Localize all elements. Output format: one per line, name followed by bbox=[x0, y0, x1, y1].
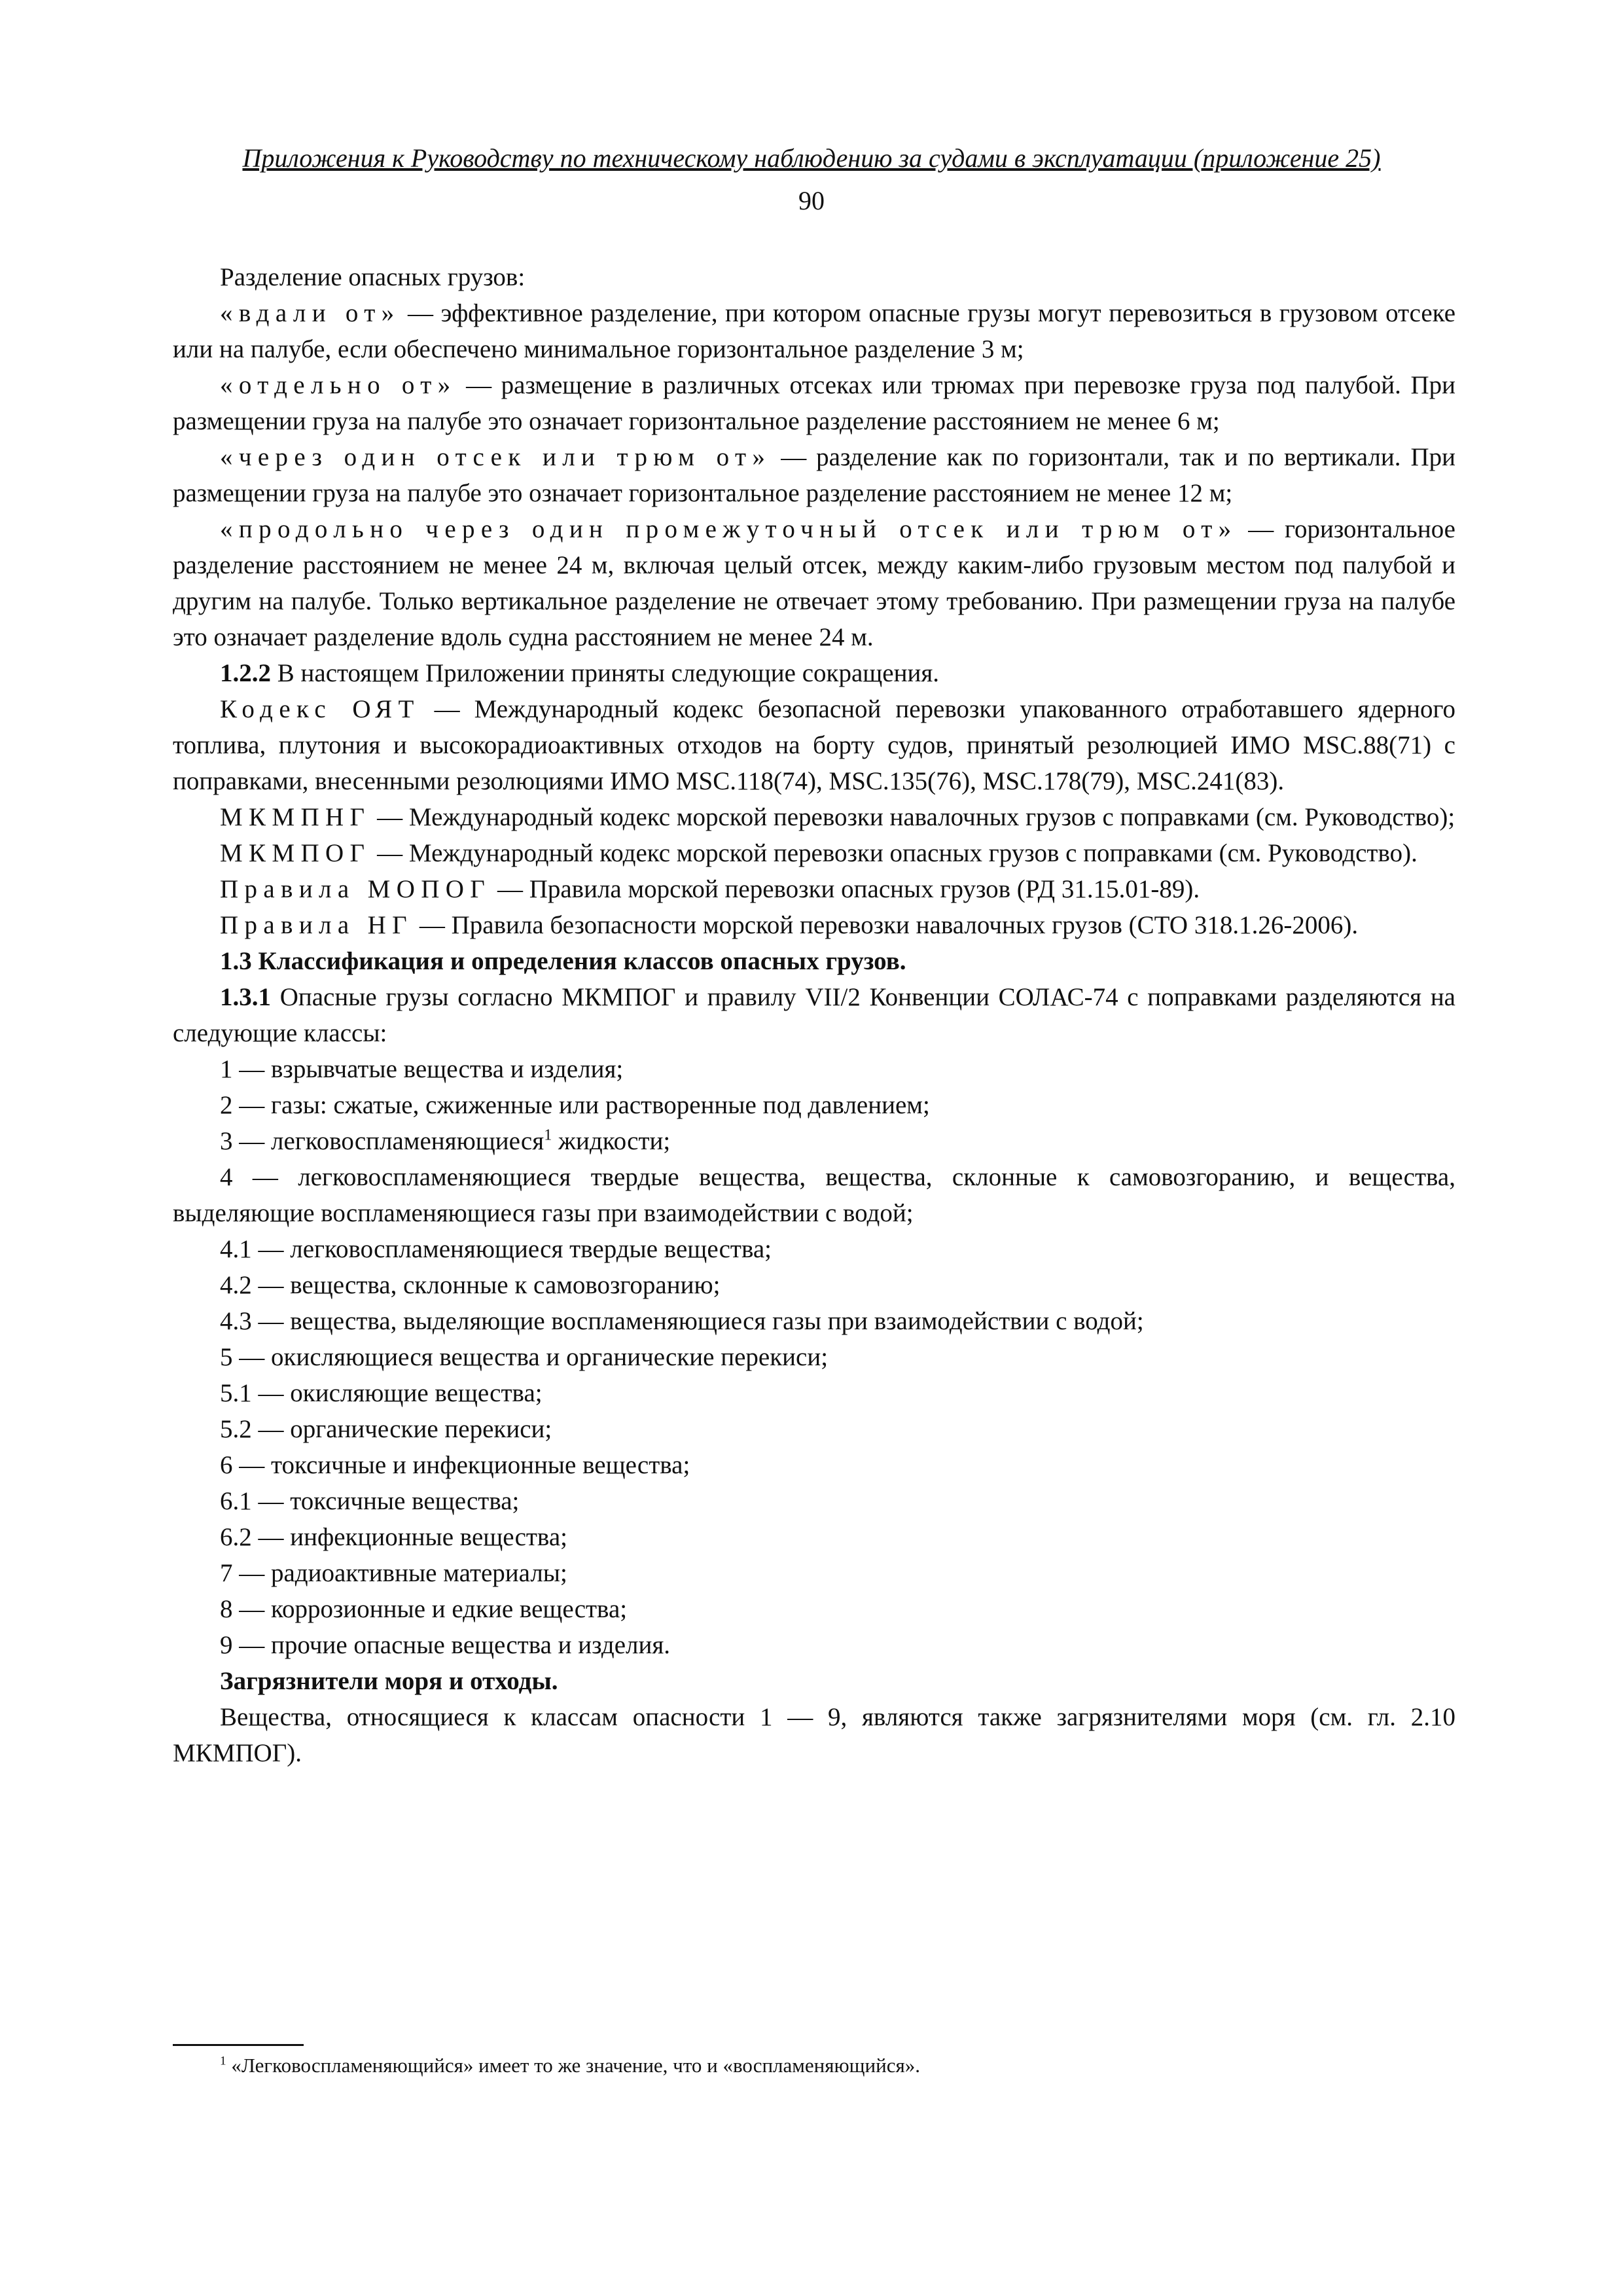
abbr-term: Кодекс ОЯТ bbox=[220, 695, 420, 723]
class-3-text: 3 — легковоспламеняющиеся bbox=[220, 1127, 544, 1155]
abbr-definition: — Международный кодекс морской перевозки опасных грузов с поправками (см. Руководство). bbox=[370, 839, 1418, 867]
footnote-marker: 1 bbox=[220, 2054, 226, 2068]
term-away: «вдали от» bbox=[220, 299, 401, 327]
class-item: 5 — окисляющиеся вещества и органические перекиси; bbox=[220, 1343, 829, 1371]
class-3-text-end: жидкости; bbox=[552, 1127, 671, 1155]
running-header: Приложения к Руководству по техническому наблюдению за судами в эксплуатации (приложение 25) bbox=[242, 143, 1381, 173]
definition-separated: — размещение в различных отсеках или трюмах при перевозке груза под палубой. При размещении груза на палубе это означает горизонтальное разделение расстоянием не менее 6 м; bbox=[173, 371, 1455, 435]
class-item-3 bbox=[173, 1123, 1455, 1159]
class-item: 2 — газы: сжатые, сжиженные или растворенные под давлением; bbox=[220, 1091, 930, 1119]
clause-1-2-2 bbox=[173, 655, 1455, 691]
abbr-mkmpog bbox=[173, 835, 1455, 871]
separation-intro: Разделение опасных грузов: bbox=[220, 263, 526, 291]
definition-away: — эффективное разделение, при котором опасные грузы могут перевозиться в грузовом отсеке или на палубе, если обеспечено минимальное горизонтальное разделение 3 м; bbox=[173, 299, 1455, 363]
footnote-ref: 1 bbox=[544, 1126, 552, 1144]
classification-heading: 1.3 Классификация и определения классов опасных грузов. bbox=[220, 947, 906, 975]
separation-separated bbox=[173, 367, 1455, 439]
class-item: 5.1 — окисляющие вещества; bbox=[220, 1379, 543, 1407]
page-number: 90 bbox=[798, 186, 825, 215]
abbr-definition: — Правила безопасности морской перевозки навалочных грузов (СТО 318.1.26-2006). bbox=[413, 911, 1359, 939]
term-separated: «отдельно от» bbox=[220, 371, 457, 399]
abbr-definition: — Международный кодекс безопасной перевозки упакованного отработавшего ядерного топлива, плутония и высокорадиоактивных отходов на борту судов, принятый резолюцией ИМО MSC.88(71) с поправками, внесенными резолюциями ИМО MSC.118(74), MSC.135(76), MSC.178(79), MSC.241(83). bbox=[173, 695, 1455, 795]
definition-compartment: — разделение как по горизонтали, так и по вертикали. При размещении груза на палубе это означает горизонтальное разделение расстоянием не менее 12 м; bbox=[173, 443, 1455, 507]
term-compartment: «через один отсек или трюм от» bbox=[220, 443, 772, 471]
abbr-term: Правила НГ bbox=[220, 911, 414, 939]
clause-number: 1.3.1 bbox=[220, 983, 271, 1011]
abbr-definition: — Международный кодекс морской перевозки навалочных грузов с поправками (см. Руководство); bbox=[370, 803, 1455, 831]
abbr-term: Правила МОПОГ bbox=[220, 875, 491, 903]
class-item: 6.2 — инфекционные вещества; bbox=[220, 1523, 567, 1551]
class-item: 1 — взрывчатые вещества и изделия; bbox=[220, 1055, 624, 1083]
clause-text: В настоящем Приложении приняты следующие сокращения. bbox=[271, 659, 940, 687]
separation-longitudinal bbox=[173, 511, 1455, 655]
abbr-term: МКМПОГ bbox=[220, 839, 371, 867]
class-item: 6.1 — токсичные вещества; bbox=[220, 1487, 520, 1515]
clause-1-3-1 bbox=[173, 979, 1455, 1051]
class-item: 6 — токсичные и инфекционные вещества; bbox=[220, 1451, 690, 1479]
separation-away bbox=[173, 295, 1455, 367]
class-item: 4.3 — вещества, выделяющие воспламеняющиеся газы при взаимодействии с водой; bbox=[220, 1307, 1144, 1335]
abbr-term: МКМПНГ bbox=[220, 803, 371, 831]
abbr-ng bbox=[173, 907, 1455, 943]
abbr-mkmpng bbox=[173, 799, 1455, 835]
pollutants-heading: Загрязнители моря и отходы. bbox=[220, 1667, 558, 1695]
class-item: 9 — прочие опасные вещества и изделия. bbox=[220, 1631, 671, 1659]
class-item: 7 — радиоактивные материалы; bbox=[220, 1559, 567, 1587]
separation-compartment bbox=[173, 439, 1455, 511]
abbr-definition: — Правила морской перевозки опасных грузов (РД 31.15.01-89). bbox=[491, 875, 1200, 903]
definition-longitudinal: — горизонтальное разделение расстоянием не менее 24 м, включая целый отсек, между каким-либо грузовым местом под палубой и другим на палубе. Только вертикальное разделение не отвечает этому требованию. При размещении груза на палубе это означает разделение вдоль судна расстоянием не менее 24 м. bbox=[173, 515, 1455, 651]
term-longitudinal: «продольно через один промежуточный отсек или трюм от» bbox=[220, 515, 1238, 543]
class-item: 4 — легковоспламеняющиеся твердые вещества, вещества, склонные к самовозгоранию, и вещества, выделяющие воспламеняющиеся газы при взаимодействии с водой; bbox=[173, 1163, 1455, 1227]
document-body bbox=[173, 259, 1455, 1771]
class-item: 4.1 — легковоспламеняющиеся твердые вещества; bbox=[220, 1235, 772, 1263]
clause-text: Опасные грузы согласно МКМПОГ и правилу VII/2 Конвенции СОЛАС-74 с поправками разделяются на следующие классы: bbox=[173, 983, 1455, 1047]
class-item: 8 — коррозионные и едкие вещества; bbox=[220, 1595, 628, 1623]
footnote-divider bbox=[173, 2044, 304, 2046]
footnote bbox=[220, 2053, 1398, 2079]
clause-number: 1.2.2 bbox=[220, 659, 271, 687]
footnote-text: «Легковоспламеняющийся» имеет то же значение, что и «воспламеняющийся». bbox=[226, 2054, 920, 2077]
class-item: 4.2 — вещества, склонные к самовозгоранию; bbox=[220, 1271, 721, 1299]
class-item: 5.2 — органические перекиси; bbox=[220, 1415, 552, 1443]
abbr-mopog bbox=[173, 871, 1455, 907]
pollutants-text: Вещества, относящиеся к классам опасности 1 — 9, являются также загрязнителями моря (см. гл. 2.10 МКМПОГ). bbox=[173, 1703, 1455, 1767]
abbr-ojt bbox=[173, 691, 1455, 799]
